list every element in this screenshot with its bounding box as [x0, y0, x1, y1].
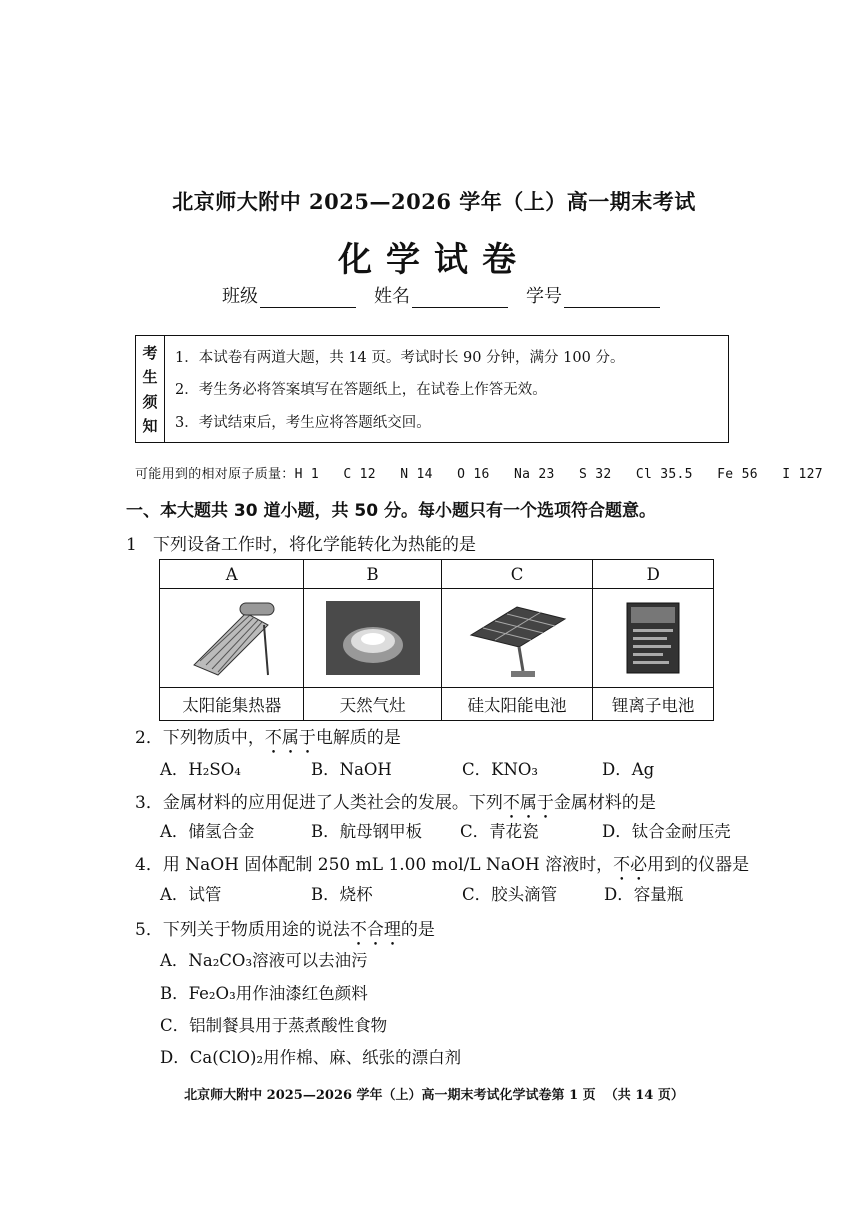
question-4-stem: [135, 850, 749, 885]
question-3-emphasis: 不属于: [502, 793, 554, 813]
question-1-table: [159, 559, 714, 721]
question-2-option-d: D．Ag: [602, 760, 655, 779]
option-a-label: 太阳能集热器: [160, 688, 304, 721]
question-3-stem-part: 3．金属材料的应用促进了人类社会的发展。下列: [135, 793, 503, 813]
class-field-label: 班级: [222, 286, 258, 307]
student-id-field-label: 学号: [526, 286, 562, 307]
gas-stove-image: [304, 589, 441, 688]
question-4-stem-part: 4．用 NaOH 固体配制 250 mL 1.00 mol/L NaOH 溶液时，: [135, 855, 614, 875]
question-3-stem-part: 金属材料的是: [553, 793, 656, 813]
atomic-mass-line: 可能用到的相对原子质量：H 1 C 12 N 14 O 16 Na 23 S 32 Cl 35.5 Fe 56 I 127: [135, 467, 823, 482]
option-b-header: B: [304, 560, 441, 589]
question-1-stem: 1 下列设备工作时，将化学能转化为热能的是: [126, 535, 477, 555]
question-4-emphasis: 不必: [613, 855, 648, 875]
question-2-stem-part: 2．下列物质中，: [135, 728, 265, 748]
question-5-option-b: B．Fe₂O₃用作油漆红色颜料: [160, 984, 368, 1003]
question-5-option-d: D．Ca(ClO)₂用作棉、麻、纸张的漂白剂: [160, 1048, 462, 1067]
student-info-fields: [222, 282, 660, 308]
question-2-stem: [135, 723, 401, 758]
question-5-stem-part: 5．下列关于物质用途的说法: [135, 920, 350, 940]
question-3-option-a: A．储氢合金: [160, 822, 255, 841]
question-4-option-a: A．试管: [160, 885, 222, 904]
candidate-notice-box: [135, 335, 729, 443]
question-4-stem-part: 用到的仪器是: [647, 855, 750, 875]
student-id-blank: [564, 289, 660, 308]
question-2-option-a: A．H₂SO₄: [160, 760, 241, 779]
question-2-option-c: C．KNO₃: [462, 760, 539, 779]
option-b-label: 天然气灶: [304, 688, 441, 721]
notice-side-char: 知: [142, 417, 158, 436]
question-5-stem-part: 的是: [400, 920, 435, 940]
notice-side-char: 须: [142, 392, 158, 411]
question-5-emphasis: 不合理: [349, 920, 401, 940]
page-footer: 北京师大附中 2025—2026 学年（上）高一期末考试化学试卷第 1 页 （共 14 页）: [184, 1088, 684, 1103]
solar-water-heater-image: [160, 589, 304, 688]
notice-item: 2．考生务必将答案填写在答题纸上，在试卷上作答无效。: [175, 382, 547, 399]
notice-item: 1．本试卷有两道大题，共 14 页。考试时长 90 分钟，满分 100 分。: [175, 349, 625, 366]
notice-side-label: [136, 336, 165, 442]
question-5-option-c: C．铝制餐具用于蒸煮酸性食物: [160, 1016, 388, 1035]
question-4-option-c: C．胶头滴管: [462, 885, 558, 904]
question-5-stem: [135, 915, 435, 950]
notice-item: 3．考试结束后，考生应将答题纸交回。: [175, 415, 431, 432]
option-c-header: C: [441, 560, 593, 589]
class-field: [222, 282, 356, 308]
notice-side-char: 生: [142, 368, 158, 387]
name-blank: [412, 289, 508, 308]
lithium-ion-battery-image: [593, 589, 714, 688]
notice-items: [165, 336, 728, 442]
question-3-option-b: B．航母钢甲板: [311, 822, 423, 841]
notice-side-char: 考: [142, 343, 158, 362]
name-field: [374, 282, 508, 308]
student-id-field: [526, 282, 660, 308]
section-1-heading: 一、本大题共 30 道小题，共 50 分。每小题只有一个选项符合题意。: [126, 501, 656, 521]
exam-header-title: 北京师大附中 2025—2026 学年（上）高一期末考试: [172, 189, 696, 214]
question-2-stem-part: 电解质的是: [315, 728, 401, 748]
question-5-option-a: A．Na₂CO₃溶液可以去油污: [160, 951, 368, 970]
class-blank: [260, 289, 356, 308]
question-4-option-d: D．容量瓶: [604, 885, 684, 904]
question-2-option-b: B．NaOH: [311, 760, 392, 779]
option-c-label: 硅太阳能电池: [441, 688, 593, 721]
option-d-header: D: [593, 560, 714, 589]
option-d-label: 锂离子电池: [593, 688, 714, 721]
silicon-solar-panel-image: [441, 589, 593, 688]
option-a-header: A: [160, 560, 304, 589]
question-3-option-d: D．钛合金耐压壳: [602, 822, 731, 841]
exam-subject-title: 化学试卷: [338, 240, 530, 280]
question-4-option-b: B．烧杯: [311, 885, 373, 904]
name-field-label: 姓名: [374, 286, 410, 307]
question-2-emphasis: 不属于: [264, 728, 316, 748]
question-3-option-c: C．青花瓷: [460, 822, 539, 841]
